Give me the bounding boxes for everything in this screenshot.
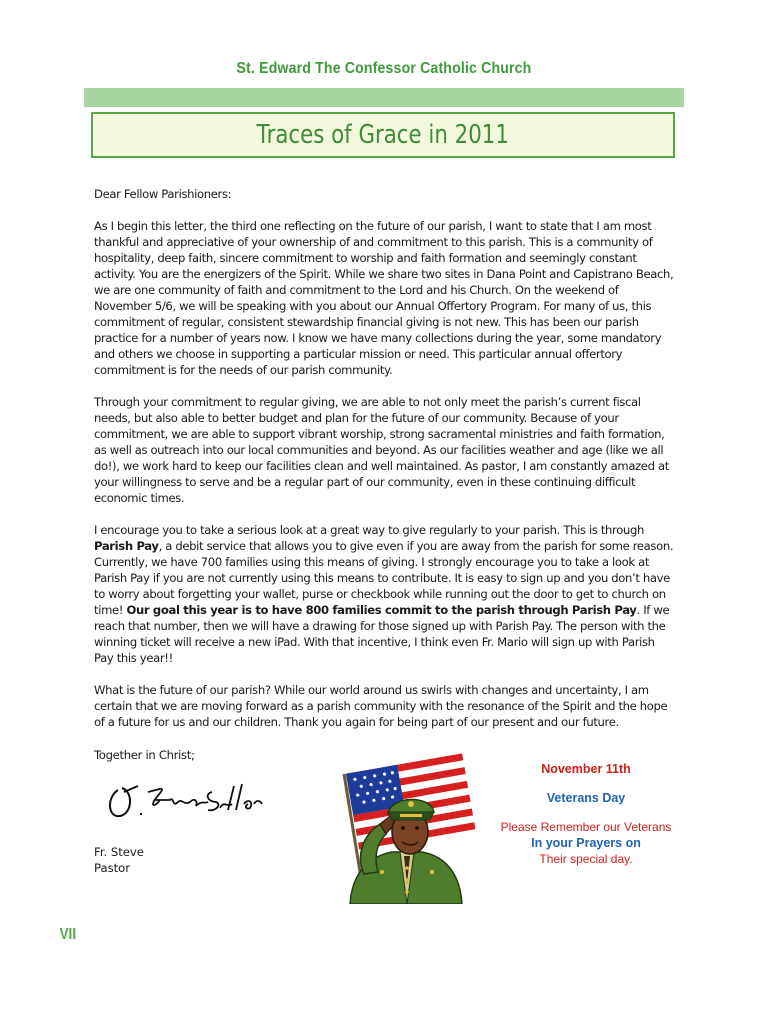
church-name: St. Edward The Confessor Catholic Church xyxy=(236,60,532,77)
signer-block xyxy=(94,844,144,876)
title-box xyxy=(91,112,675,158)
page-title: Traces of Grace in 2011 xyxy=(256,120,510,150)
paragraph-2: Through your commitment to regular giving, we are able to not only meet the parish’s current fiscal needs, but also able to better budget and plan for the future of our community. Because of your commitment, we are able to support vibrant worship, strong sacramental ministries and faith formation, as well as outreach into our local communities and beyond. As our facilities weather and age (like we all do!), we work hard to keep our facilities clean and well maintained. As pastor, I am constantly amazed at your willingness to serve and be a regular part of our community, even in these continuing difficult economic times. xyxy=(94,395,669,505)
paragraph-4: What is the future of our parish? While our world around us swirls with changes and uncertainty, I am certain that we are moving forward as a parish community with the resonance of the Spirit and the hope of a future for us and our children. Thank you again for being part of our present and our future. xyxy=(94,683,668,729)
p3-bold-parish-pay: Parish Pay xyxy=(94,539,159,553)
signer-name: Fr. Steve xyxy=(94,845,144,859)
p3-text-b: , a debit service that allows you to give even if you are away from the parish for some reason. Currently, we have 700 families using this means of giving. I strongly encourage you to take a look at Parish Pay if you are not currently using this means to contribute. It is easy to sign up and you don’t have to worry about forgetting your wallet, purse or checkbook while running out the door to get to church on time! xyxy=(94,539,674,617)
veterans-day-notice xyxy=(486,762,686,867)
signer-title: Pastor xyxy=(94,861,131,875)
p3-bold-goal: Our goal this year is to have 800 families commit to the parish through Parish Pay xyxy=(126,603,637,617)
veteran-salute-illustration xyxy=(330,744,480,904)
closing: Together in Christ; xyxy=(94,748,195,762)
p3-text-c: . If we reach that number, then we will have a drawing for those signed up with Parish Pay. The person with the winning ticket will receive a new iPad. With that incentive, I think even Fr. Mario will sign up with Parish Pay this year!! xyxy=(94,603,670,665)
paragraph-3 xyxy=(94,522,674,666)
page-number: VII xyxy=(59,926,77,943)
veterans-day-label: Veterans Day xyxy=(546,791,626,805)
veterans-line-3: Their special day. xyxy=(539,852,633,866)
veterans-date: November 11th xyxy=(541,762,631,776)
signature-image xyxy=(104,778,264,826)
p3-text-a: I encourage you to take a serious look at a great way to give regularly to your parish. This is through xyxy=(94,523,644,537)
paragraph-1: As I begin this letter, the third one reflecting on the future of our parish, I want to state that I am most thankful and appreciative of your ownership of and commitment to this parish. This is a community of hospitality, deep faith, sincere commitment to worship and faith formation and seemingly constant activity. You are the energizers of the Spirit. While we share two sites in Dana Point and Capistrano Beach, we are one community of faith and commitment to the Lord and his Church. On the weekend of November 5/6, we will be speaking with you about our Annual Offertory Program. For many of us, this commitment of regular, consistent stewardship financial giving is not new. This has been our parish practice for a number of years now. I know we have many collections during the year, some mandatory and others we choose in supporting a particular mission or need. This particular annual offertory commitment is for the needs of our parish community. xyxy=(94,219,674,377)
letter-body xyxy=(94,186,674,746)
salutation: Dear Fellow Parishioners: xyxy=(94,187,232,201)
veterans-line-1: Please Remember our Veterans xyxy=(500,820,672,834)
header-band xyxy=(84,88,684,107)
veterans-line-2: In your Prayers on xyxy=(531,836,641,850)
